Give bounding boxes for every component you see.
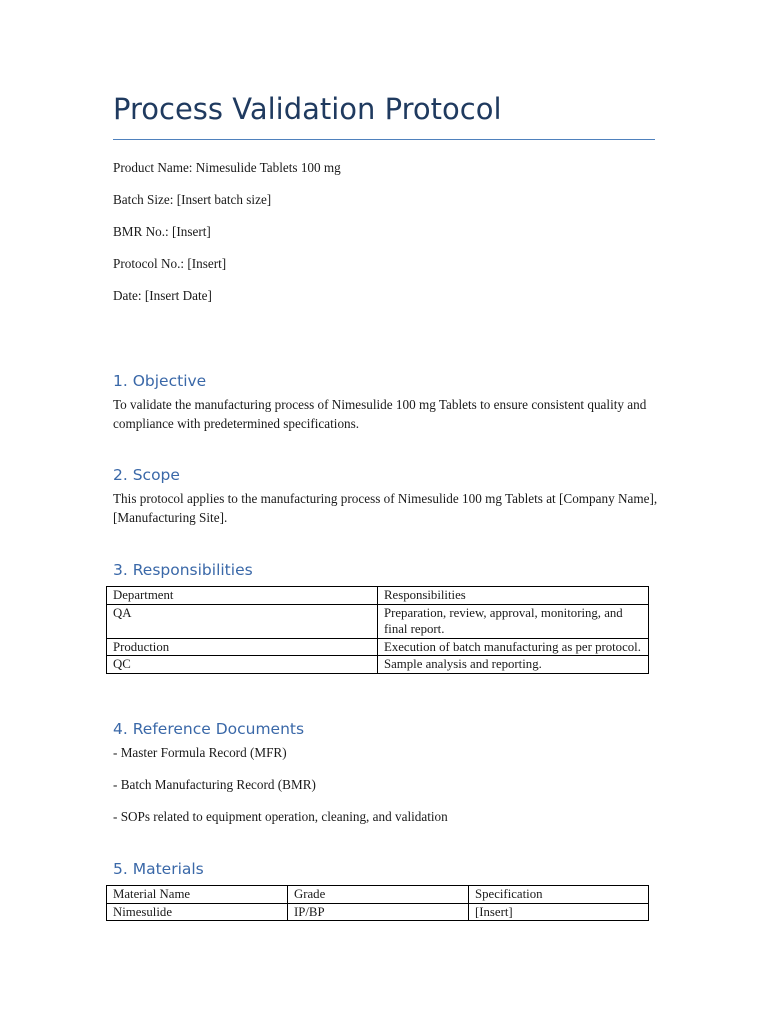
table-header-cell: Specification	[469, 886, 649, 904]
table-cell: Sample analysis and reporting.	[378, 656, 649, 674]
table-header-cell: Department	[107, 587, 378, 605]
table-cell: Production	[107, 638, 378, 656]
objective-text: To validate the manufacturing process of Nimesulide 100 mg Tablets to ensure consistent quality and compliance with predetermined specifications.	[113, 397, 647, 431]
table-cell: [Insert]	[469, 903, 649, 921]
document-title: Process Validation Protocol	[113, 92, 502, 126]
table-header-cell: Grade	[288, 886, 469, 904]
responsibilities-heading: 3. Responsibilities	[113, 561, 253, 579]
reference-item: - SOPs related to equipment operation, cleaning, and validation	[113, 809, 448, 824]
table-cell: QA	[107, 604, 378, 638]
table-cell: QC	[107, 656, 378, 674]
objective-heading: 1. Objective	[113, 372, 207, 390]
table-row	[107, 638, 649, 656]
table-header-row	[107, 886, 649, 904]
product-name: Product Name: Nimesulide Tablets 100 mg	[113, 160, 341, 175]
scope-heading: 2. Scope	[113, 466, 180, 484]
table-header-row	[107, 587, 649, 605]
reference-item: - Batch Manufacturing Record (BMR)	[113, 777, 316, 792]
table-header-cell: Responsibilities	[378, 587, 649, 605]
title-underline	[113, 139, 655, 140]
references-heading: 4. Reference Documents	[113, 720, 305, 738]
document-date: Date: [Insert Date]	[113, 288, 212, 303]
table-header-cell: Material Name	[107, 886, 288, 904]
table-cell: Preparation, review, approval, monitoring, and final report.	[378, 604, 649, 638]
scope-text: This protocol applies to the manufacturing process of Nimesulide 100 mg Tablets at [Company Name], [Manufacturing Site].	[113, 491, 658, 525]
materials-table	[106, 885, 649, 921]
table-cell: Nimesulide	[107, 903, 288, 921]
reference-item: - Master Formula Record (MFR)	[113, 745, 287, 760]
table-row	[107, 903, 649, 921]
batch-size: Batch Size: [Insert batch size]	[113, 192, 272, 207]
table-cell: Execution of batch manufacturing as per protocol.	[378, 638, 649, 656]
responsibilities-table	[106, 586, 649, 674]
protocol-number: Protocol No.: [Insert]	[113, 256, 227, 271]
materials-heading: 5. Materials	[113, 860, 204, 878]
table-row	[107, 656, 649, 674]
bmr-number: BMR No.: [Insert]	[113, 224, 211, 239]
table-cell: IP/BP	[288, 903, 469, 921]
table-row	[107, 604, 649, 638]
